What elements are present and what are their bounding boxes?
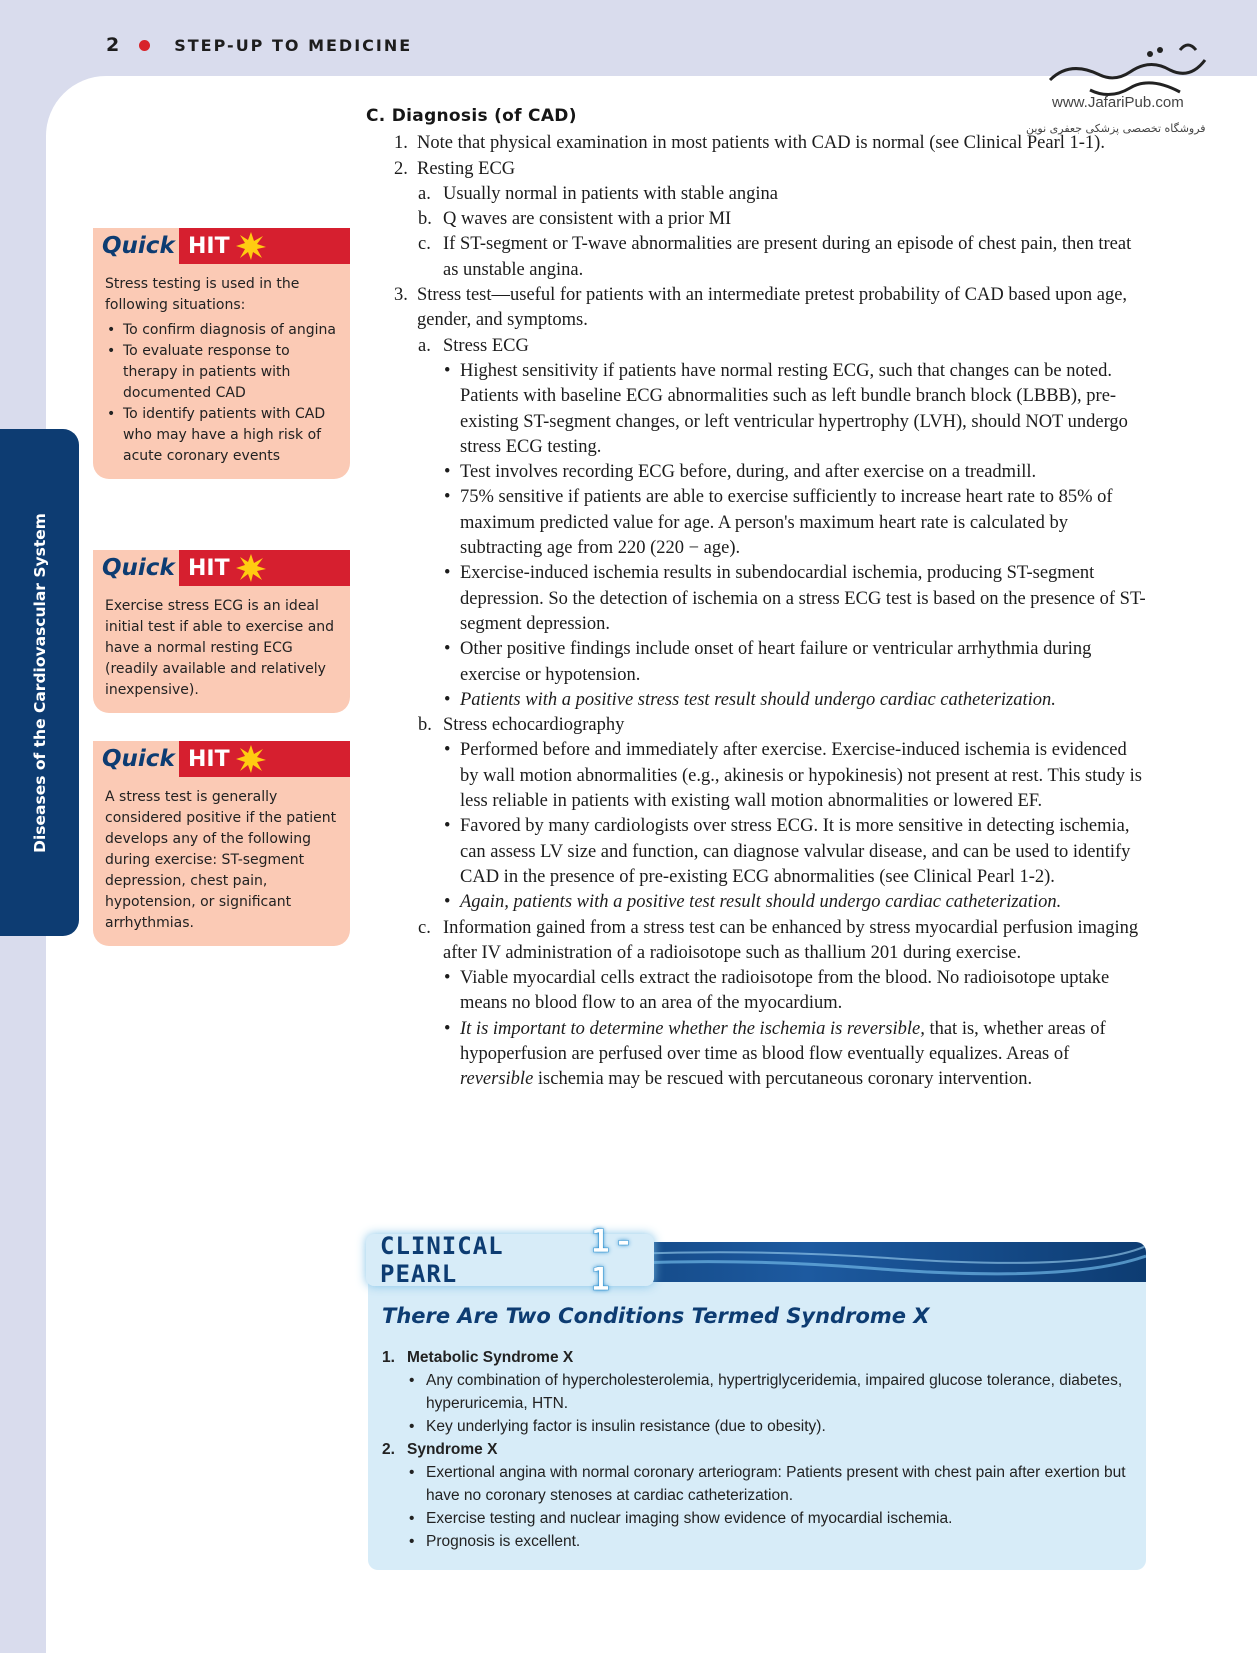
pearl-section-title: Syndrome X [407,1441,498,1458]
chapter-side-label: Diseases of the Cardiovascular System [30,512,49,853]
pearl-label: CLINICAL PEARL [380,1232,504,1288]
list-marker: b. [418,209,432,230]
outline-item-level-1 [366,283,1146,334]
outline-item-level-3 [366,738,1146,814]
outline-list [366,131,1146,1092]
quick-hit-text: Exercise stress ECG is an ideal initial test if able to exercise and have a normal resting ECG (readily available and relatively inexpensive). [105,598,335,698]
outline-item-level-2 [366,334,1146,359]
clinical-pearl-box [368,1222,1146,1570]
list-marker: c. [418,234,431,255]
quick-hit-header [93,228,350,264]
quick-hit-text: Stress testing is used in the following situations: [105,276,300,313]
list-item: • Key underlying factor is insulin resistance (due to obesity). [382,1415,1132,1438]
list-marker: • [444,689,451,710]
outline-item-level-3 [366,359,1146,460]
quick-hit-box [93,228,350,479]
outline-text: reversible [460,1069,534,1090]
list-marker: • [444,816,451,837]
list-item: • Prognosis is excellent. [382,1530,1132,1553]
outline-text: Stress test—useful for patients with an intermediate pretest probability of CAD based upon age, gender, and symptoms. [417,285,1128,331]
hit-label: HIT [188,233,230,259]
list-marker: b. [418,715,432,736]
outline-item-level-2 [366,207,1146,232]
outline-item-level-2 [366,182,1146,207]
pearl-section-title: Metabolic Syndrome X [407,1349,574,1366]
outline-text: that is, whether areas of hypoperfusion are perfused over time as blood flow eventually equalizes. Areas of [460,1018,1106,1064]
pearl-number: 1-1 [590,1222,638,1298]
outline-text: Exercise-induced ischemia results in subendocardial ischemia, producing ST-segment depression. So the detection of ischemia on a stress ECG test is based on the presence of ST-segment depression. [460,563,1146,634]
quick-hit-box [93,741,350,946]
outline-text: Resting ECG [417,158,516,179]
quick-label: Quick [93,550,179,586]
outline-item-level-3 [366,890,1146,915]
outline-item-level-2 [366,916,1146,967]
list-marker: • [444,1018,451,1039]
quick-hit-text: A stress test is generally considered positive if the patient develops any of the following during exercise: ST-segment depression, chest pain, hypotension, or significant arrhythmias. [105,789,337,931]
outline-text: Again, patients with a positive test result should undergo cardiac catheterization. [460,892,1062,913]
starburst-icon [236,554,266,582]
list-marker: • [444,740,451,761]
list-item: • To evaluate response to therapy in patients with documented CAD [123,341,340,404]
list-item: • Exertional angina with normal coronary arteriogram: Patients present with chest pain after exertion but have no coronary stenoses at cardiac catheterization. [382,1461,1132,1507]
section-heading: C. Diagnosis (of CAD) [366,106,577,126]
list-marker: • [444,892,451,913]
page-number: 2 [106,34,122,56]
outline-text: It is important to determine whether the ischemia is reversible, [460,1018,925,1039]
list-marker: • [444,462,451,483]
list-marker: • [444,639,451,660]
outline-text: If ST-segment or T-wave abnormalities are present during an episode of chest pain, then treat as unstable angina. [443,234,1132,280]
outline-text: Stress ECG [443,335,529,356]
starburst-icon [236,745,266,773]
outline-item-level-3 [366,966,1146,1017]
starburst-icon [236,232,266,260]
outline-text: Note that physical examination in most patients with CAD is normal (see Clinical Pearl 1-1). [417,133,1105,154]
hit-banner [179,550,350,586]
list-item: • To identify patients with CAD who may have a high risk of acute coronary events [123,404,340,467]
outline-item-level-1 [366,157,1146,182]
quick-hit-list [105,320,340,467]
list-marker: 2. [382,1441,395,1458]
quick-hit-header [93,550,350,586]
outline-text: Usually normal in patients with stable angina [443,183,778,204]
logo-subtitle: فروشگاه تخصصی پزشکی جعفری نوین [1026,122,1206,135]
outline-item-level-3 [366,814,1146,890]
outline-text: Information gained from a stress test can be enhanced by stress myocardial perfusion imaging after IV administration of a radioisotope such as thallium 201 during exercise. [443,917,1139,963]
red-dot-icon [139,40,150,51]
outline-text: Other positive findings include onset of heart failure or ventricular arrhythmia during exercise or hypotension. [460,639,1092,685]
list-marker: 3. [394,285,408,306]
quick-hit-box [93,550,350,713]
outline-item-level-3 [366,1017,1146,1093]
hit-banner [179,228,350,264]
running-head [106,34,412,56]
outline-text: Patients with a positive stress test result should undergo cardiac catheterization. [460,689,1056,710]
outline-text: Viable myocardial cells extract the radioisotope from the blood. No radioisotope uptake means no blood flow to an area of the myocardium. [460,968,1110,1014]
quick-label: Quick [93,228,179,264]
hit-label: HIT [188,555,230,581]
list-marker: c. [418,917,431,938]
pearl-section-heading [382,1438,1132,1461]
running-title: STEP-UP TO MEDICINE [174,35,413,55]
list-marker: 2. [394,158,408,179]
list-marker: a. [418,335,431,356]
hit-banner [179,741,350,777]
outline-text: ischemia may be rescued with percutaneous coronary intervention. [533,1069,1033,1090]
list-item: • To confirm diagnosis of angina [123,320,340,341]
outline-item-level-1 [366,131,1146,156]
outline-text: Highest sensitivity if patients have normal resting ECG, such that changes can be noted. Patients with baseline ECG abnormalities such as left bundle branch block (LBBB), pre-existing ST-segment changes, or left ventricular hypertrophy (LVH), should NOT undergo stress ECG testing. [460,360,1128,457]
list-marker: a. [418,183,431,204]
list-marker: 1. [394,133,408,154]
quick-label: Quick [93,741,179,777]
list-marker: • [444,487,451,508]
outline-text: Test involves recording ECG before, during, and after exercise on a treadmill. [460,462,1037,483]
outline-item-level-3 [366,688,1146,713]
pearl-title: There Are Two Conditions Termed Syndrome X [382,1304,930,1328]
logo-url: www.JafariPub.com [1052,94,1184,111]
list-marker: • [444,968,451,989]
outline-text: 75% sensitive if patients are able to exercise sufficiently to increase heart rate to 85% of maximum predicted value for age. A person's maximum heart rate is calculated by subtracting age from 220 (220 − age). [460,487,1113,559]
list-item: • Any combination of hypercholesterolemia, hypertriglyceridemia, impaired glucose tolerance, diabetes, hyperuricemia, HTN. [382,1369,1132,1415]
outline-text: Q waves are consistent with a prior MI [443,209,732,230]
outline-text: Performed before and immediately after exercise. Exercise-induced ischemia is evidenced by wall motion abnormalities (e.g., akinesis or hypokinesis) not present at rest. This study is less reliable in patients with existing wall motion abnormalities or lowered EF. [460,740,1143,812]
outline-item-level-3 [366,561,1146,637]
outline-item-level-3 [366,460,1146,485]
chapter-side-tab [0,429,79,936]
pearl-body [382,1346,1132,1553]
pearl-label-tab [366,1222,654,1298]
list-marker: • [444,563,451,584]
main-text-column [366,104,1146,1093]
outline-item-level-3 [366,637,1146,688]
pearl-section-heading [382,1346,1132,1369]
outline-item-level-2 [366,232,1146,283]
list-marker: • [444,360,451,381]
list-item: • Exercise testing and nuclear imaging show evidence of myocardial ischemia. [382,1507,1132,1530]
outline-text: Favored by many cardiologists over stress ECG. It is more sensitive in detecting ischemia, can assess LV size and function, can diagnose valvular disease, and can be used to identify CAD in the presence of pre-existing ECG abnormalities (see Clinical Pearl 1-2). [460,816,1131,887]
quick-hit-header [93,741,350,777]
list-marker: 1. [382,1349,395,1366]
outline-item-level-2 [366,713,1146,738]
hit-label: HIT [188,746,230,772]
outline-item-level-3 [366,485,1146,561]
outline-text: Stress echocardiography [443,715,625,736]
